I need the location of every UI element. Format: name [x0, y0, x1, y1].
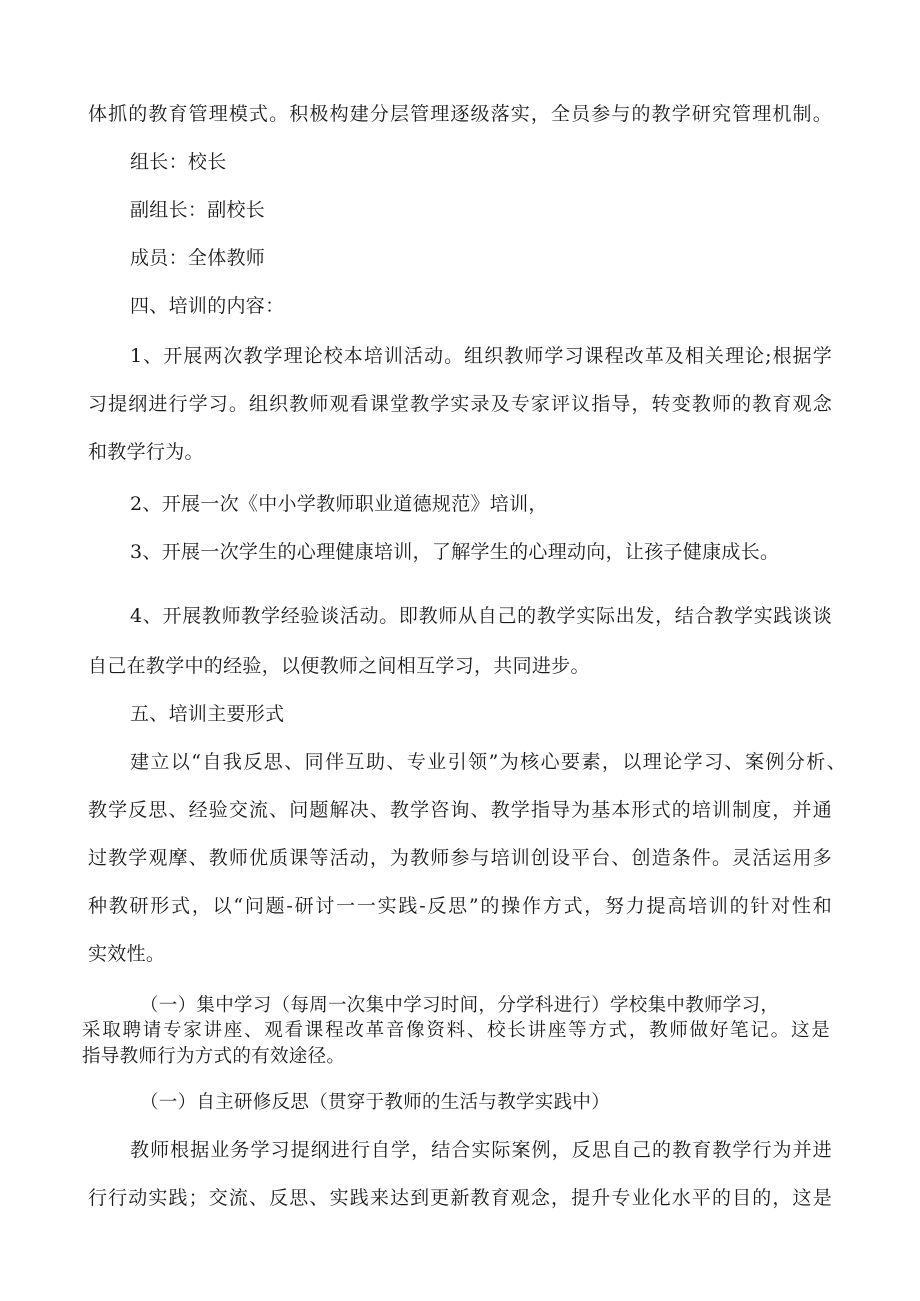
- paragraph-line: 习提纲进行学习。组织教师观看课堂教学实录及专家评议指导，转变教师的教育观念: [88, 393, 832, 415]
- members-line: 成员：全体教师: [130, 247, 266, 269]
- paragraph-line: 1、开展两次教学理论校本培训活动。组织教师学习课程改革及相关理论;根据学: [130, 345, 832, 367]
- paragraph-line: 2、开展一次《中小学教师职业道德规范》培训，: [130, 493, 548, 515]
- deputy-leader-line: 副组长：副校长: [130, 199, 266, 221]
- paragraph-line: （一）集中学习（每周一次集中学习时间，分学科进行）学校集中教师学习，: [140, 995, 780, 1016]
- paragraph-line: 教学反思、经验交流、问题解决、教学咨询、教学指导为基本形式的培训制度，并通: [88, 799, 832, 821]
- paragraph-line: 采取聘请专家讲座、观看课程改革音像资料、校长讲座等方式，教师做好笔记。这是: [82, 1020, 830, 1041]
- subsection-heading-self-study: （一）自主研修反思（贯穿于教师的生活与教学实践中）: [140, 1092, 611, 1113]
- paragraph-line: 体抓的教育管理模式。积极构建分层管理逐级落实，全员参与的教学研究管理机制。: [88, 103, 832, 125]
- group-leader-line: 组长：校长: [130, 151, 227, 173]
- paragraph-line: 行行动实践；交流、反思、实践来达到更新教育观念，提升专业化水平的目的，这是: [88, 1187, 832, 1209]
- section-heading-training-content: 四、培训的内容：: [130, 295, 285, 317]
- section-heading-training-forms: 五、培训主要形式: [130, 703, 285, 725]
- paragraph-line: 种教研形式，以“问题-研讨一一实践-反思”的操作方式，努力提高培训的针对性和: [88, 895, 832, 917]
- paragraph-line: 实效性。: [88, 943, 166, 965]
- paragraph-line: 和教学行为。: [88, 441, 204, 463]
- paragraph-line: 建立以“自我反思、同伴互助、专业引领”为核心要素，以理论学习、案例分析、: [130, 751, 846, 773]
- paragraph-line: 指导教师行为方式的有效途径。: [82, 1046, 346, 1067]
- paragraph-line: 4、开展教师教学经验谈活动。即教师从自己的教学实际出发，结合教学实践谈谈: [130, 605, 832, 627]
- paragraph-line: 3、开展一次学生的心理健康培训，了解学生的心理动向，让孩子健康成长。: [130, 541, 780, 563]
- paragraph-line: 自己在教学中的经验，以便教师之间相互学习，共同进步。: [88, 655, 590, 677]
- paragraph-line: 教师根据业务学习提纲进行自学，结合实际案例，反思自己的教育教学行为并进: [130, 1139, 832, 1161]
- paragraph-line: 过教学观摩、教师优质课等活动，为教师参与培训创设平台、创造条件。灵活运用多: [88, 847, 832, 869]
